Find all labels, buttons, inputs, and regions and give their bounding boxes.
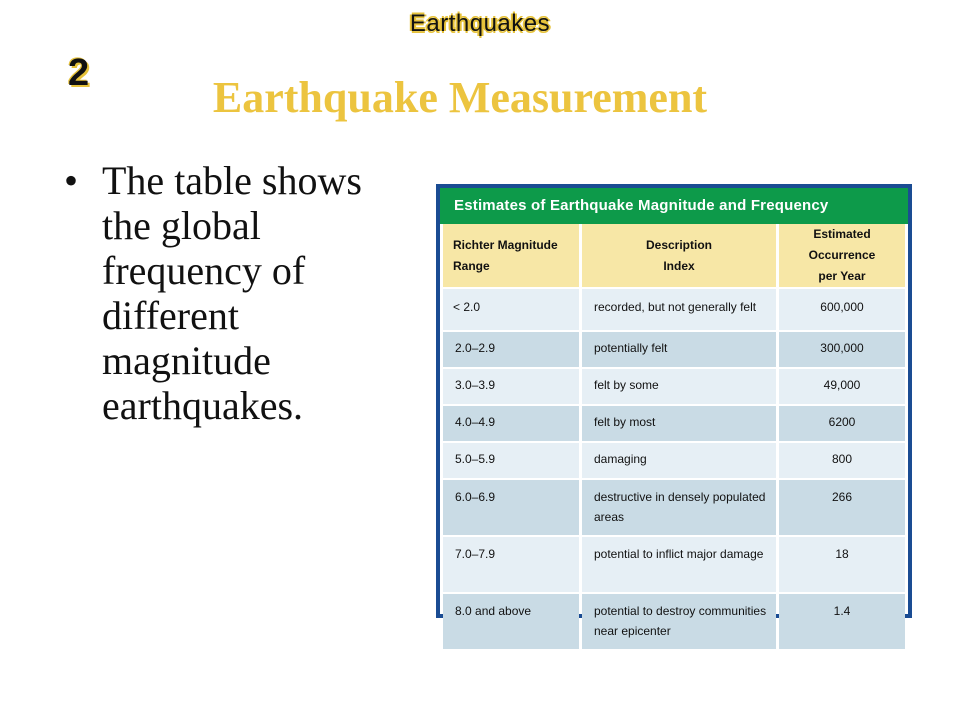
table-row bbox=[443, 594, 905, 651]
cell-occurrence: 266 bbox=[779, 480, 905, 537]
header-line: Richter Magnitude bbox=[453, 237, 558, 252]
cell-occurrence: 800 bbox=[779, 443, 905, 480]
column-header-description bbox=[582, 224, 776, 289]
chapter-label: Earthquakes bbox=[409, 10, 551, 37]
cell-occurrence: 300,000 bbox=[779, 332, 905, 369]
bullet-text: The table shows the global frequency of different magnitude earthquakes. bbox=[102, 158, 362, 428]
cell-range: 7.0–7.9 bbox=[443, 537, 579, 594]
table-row bbox=[443, 332, 905, 369]
cell-description: potential to destroy communities near epicenter bbox=[582, 594, 776, 651]
cell-occurrence: 1.4 bbox=[779, 594, 905, 651]
header-line: Description bbox=[645, 237, 712, 252]
header-line: per Year bbox=[818, 269, 866, 283]
cell-description: felt by some bbox=[582, 369, 776, 406]
table-row bbox=[443, 537, 905, 594]
magnitude-frequency-table bbox=[436, 184, 912, 638]
bullet-list bbox=[60, 158, 400, 428]
column-header-occurrence bbox=[779, 224, 905, 289]
table-row bbox=[443, 369, 905, 406]
cell-range: < 2.0 bbox=[443, 289, 579, 332]
cell-occurrence: 18 bbox=[779, 537, 905, 594]
cell-range: 2.0–2.9 bbox=[443, 332, 579, 369]
column-header-range bbox=[443, 224, 579, 289]
section-number: 2 bbox=[68, 52, 90, 94]
cell-occurrence: 600,000 bbox=[779, 289, 905, 332]
cell-range: 5.0–5.9 bbox=[443, 443, 579, 480]
header-line: Estimated Occurrence bbox=[808, 227, 876, 262]
cell-range: 4.0–4.9 bbox=[443, 406, 579, 443]
bullet-dot-icon: • bbox=[64, 158, 79, 203]
cell-description: damaging bbox=[582, 443, 776, 480]
table-row bbox=[443, 480, 905, 537]
table-title: Estimates of Earthquake Magnitude and Frequency bbox=[440, 188, 908, 224]
cell-description: felt by most bbox=[582, 406, 776, 443]
table-body bbox=[440, 188, 908, 638]
cell-description: potentially felt bbox=[582, 332, 776, 369]
cell-description: recorded, but not generally felt bbox=[582, 289, 776, 332]
header-line: Range bbox=[453, 258, 490, 273]
cell-description: potential to inflict major damage bbox=[582, 537, 776, 594]
cell-range: 3.0–3.9 bbox=[443, 369, 579, 406]
frequency-table bbox=[440, 224, 908, 651]
table-row bbox=[443, 406, 905, 443]
table-row bbox=[443, 289, 905, 332]
header-line: Index bbox=[663, 258, 695, 273]
table-row bbox=[443, 443, 905, 480]
cell-occurrence: 49,000 bbox=[779, 369, 905, 406]
cell-range: 6.0–6.9 bbox=[443, 480, 579, 537]
cell-description: destructive in densely populated areas bbox=[582, 480, 776, 537]
cell-range: 8.0 and above bbox=[443, 594, 579, 651]
bullet-item bbox=[60, 158, 400, 428]
slide-title: Earthquake Measurement bbox=[212, 73, 708, 122]
cell-occurrence: 6200 bbox=[779, 406, 905, 443]
table-header-row bbox=[443, 224, 905, 289]
